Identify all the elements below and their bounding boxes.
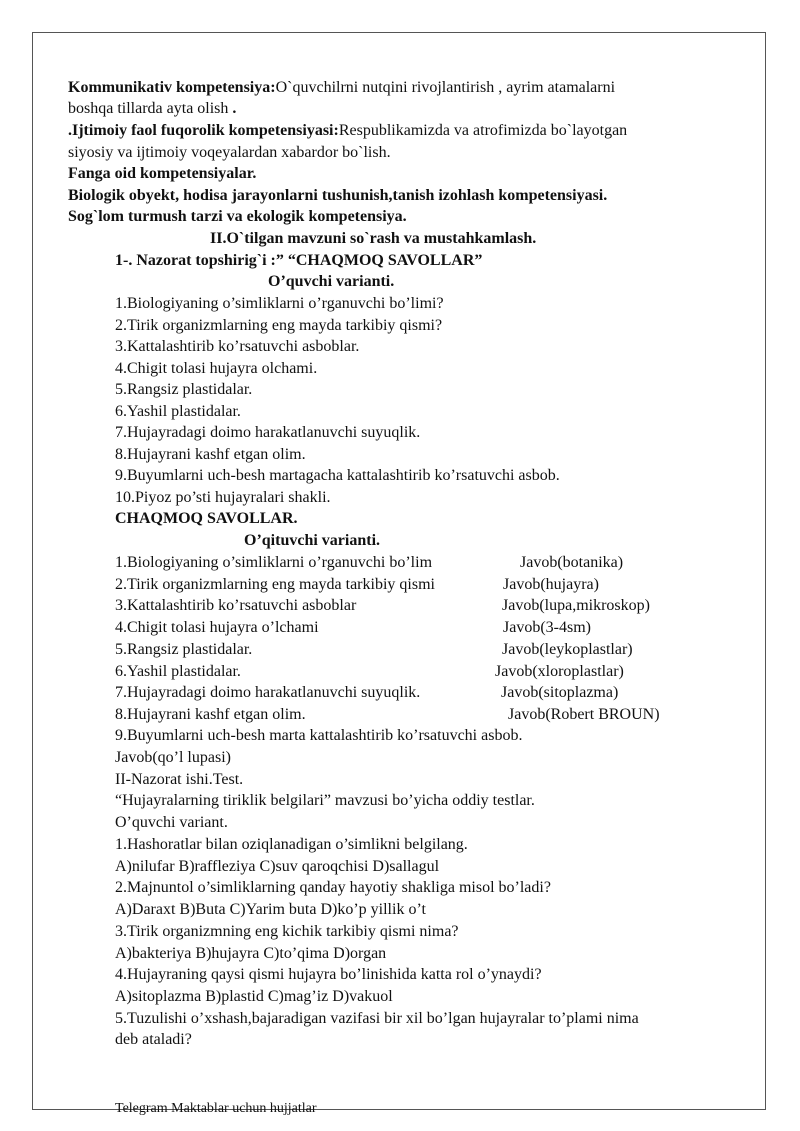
teacher-answer: Javob(lupa,mikroskop) [502, 597, 650, 615]
test-line: 3.Tirik organizmning eng kichik tarkibiy qismi nima? [115, 922, 459, 940]
bio-competency: Biologik obyekt, hodisa jarayonlarni tushunish,tanish izohlash kompetensiyasi. [68, 187, 608, 204]
health-competency: Sog`lom turmush tarzi va ekologik kompetensiya. [68, 208, 407, 225]
teacher-question: 4.Chigit tolasi hujayra o’lchami [115, 619, 319, 637]
footer-text: Telegram Maktablar uchun hujjatlar [115, 1101, 317, 1116]
test-line: 5.Tuzulishi o’xshash,bajaradigan vazifasi bir xil bo’lgan hujayralar to’plami nima [115, 1009, 639, 1027]
teacher-answer: Javob(xloroplastlar) [495, 662, 624, 680]
student-question: 6.Yashil plastidalar. [115, 402, 241, 420]
teacher-answer: Javob(leykoplastlar) [502, 640, 633, 658]
test-line: deb ataladi? [115, 1031, 192, 1049]
teacher-answer: Javob(botanika) [520, 554, 624, 571]
student-question: 4.Chigit tolasi hujayra olchami. [115, 359, 318, 377]
student-question: 8.Hujayrani kashf etgan olim. [115, 445, 306, 463]
student-question: 5.Rangsiz plastidalar. [115, 381, 253, 398]
teacher-answer: Javob(Robert BROUN) [508, 705, 660, 723]
teacher-variant-title: O’qituvchi varianti. [244, 532, 381, 549]
teacher-answer: Javob(sitoplazma) [501, 684, 619, 702]
communicative-line [68, 77, 615, 98]
student-question: 7.Hujayradagi doimo harakatlanuvchi suyuqlik. [115, 424, 421, 441]
teacher-answer: Javob(3-4sm) [503, 619, 591, 637]
student-question: 2.Tirik organizmlarning eng mayda tarkibiy qismi? [115, 316, 443, 334]
test-line: A)Daraxt B)Buta C)Yarim buta D)ko’p yillik o’t [115, 901, 426, 919]
social-line-2: siyosiy va ijtimoiy voqeyalardan xabardor bo`lish. [68, 144, 391, 161]
communicative-text: O`quvchilrni nutqini rivojlantirish , ayrim atamalarni [275, 79, 616, 96]
test-subtitle: “Hujayralarning tiriklik belgilari” mavzusi bo’yicha oddiy testlar. [115, 792, 535, 809]
teacher-question: 5.Rangsiz plastidalar. [115, 640, 253, 658]
communicative-heading: Kommunikativ kompetensiya: [68, 79, 276, 96]
teacher-question: 8.Hujayrani kashf etgan olim. [115, 705, 306, 723]
communicative-line-2 [68, 98, 236, 119]
subject-competency: Fanga oid kompetensiyalar. [68, 165, 257, 182]
test-line: 2.Majnuntol o’simliklarning qanday hayotiy shakliga misol bo’ladi? [115, 879, 551, 897]
chaqmoq-title: CHAQMOQ SAVOLLAR. [115, 510, 298, 527]
teacher-question: 1.Biologiyaning o’simliklarni o’rganuvchi bo’lim [115, 554, 433, 571]
test-line: 1.Hashoratlar bilan oziqlanadigan o’simlikni belgilang. [115, 836, 468, 853]
teacher-question: 6.Yashil plastidalar. [115, 662, 241, 680]
social-line [68, 120, 627, 141]
student-variant-title: O’quvchi varianti. [268, 273, 395, 290]
teacher-answer: Javob(hujayra) [503, 575, 599, 593]
test-line: A)sitoplazma B)plastid C)mag’iz D)vakuol [115, 987, 393, 1005]
teacher-question: 3.Kattalashtirib ko’rsatuvchi asboblar [115, 597, 357, 615]
student-question: 1.Biologiyaning o’simliklarni o’rganuvchi bo’limi? [115, 295, 444, 312]
social-text: Respublikamizda va atrofimizda bo`layotgan [338, 122, 628, 139]
teacher-answer-9: Javob(qo’l lupasi) [115, 749, 231, 766]
test-variant: O’quvchi variant. [115, 814, 228, 831]
communicative-text-2: boshqa tillarda ayta olish [68, 100, 233, 117]
social-heading: .Ijtimoiy faol fuqorolik kompetensiyasi: [68, 122, 339, 139]
student-question: 10.Piyoz po’sti hujayralari shakli. [115, 488, 331, 506]
student-question: 9.Buyumlarni uch-besh martagacha kattalashtirib ko’rsatuvchi asbob. [115, 467, 560, 484]
teacher-question-9: 9.Buyumlarni uch-besh marta kattalashtirib ko’rsatuvchi asbob. [115, 727, 523, 744]
teacher-question: 2.Tirik organizmlarning eng mayda tarkibiy qismi [115, 575, 435, 593]
test-line: A)bakteriya B)hujayra C)to’qima D)organ [115, 944, 387, 962]
test-line: 4.Hujayraning qaysi qismi hujayra bo’linishida katta rol o’ynaydi? [115, 966, 542, 984]
test-title: II-Nazorat ishi.Test. [115, 771, 244, 788]
task-1-title: 1-. Nazorat topshirig`i :” “CHAQMOQ SAVOLLAR” [115, 252, 483, 269]
student-question: 3.Kattalashtirib ko’rsatuvchi asboblar. [115, 338, 360, 355]
section-2-title: II.O`tilgan mavzuni so`rash va mustahkamlash. [210, 230, 537, 247]
communicative-dot: . [232, 100, 237, 117]
teacher-question: 7.Hujayradagi doimo harakatlanuvchi suyuqlik. [115, 684, 421, 702]
test-line: A)nilufar B)raffleziya C)suv qaroqchisi D)sallagul [115, 857, 440, 875]
